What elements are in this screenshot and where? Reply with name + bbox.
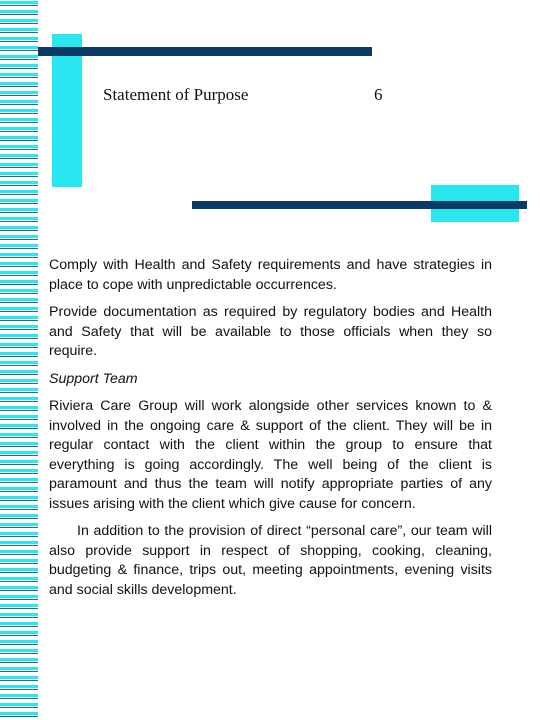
border-gap: [38, 0, 40, 720]
page-number: 6: [374, 85, 383, 104]
document-body: [49, 256, 492, 608]
left-striped-border: [0, 0, 40, 720]
paragraph-personal-care: In addition to the provision of direct “personal care”, our team will also provide support in respect of shopping, cooking, cleaning, budgeting & finance, trips out, meeting appointments, evening visits and social skills development.: [49, 523, 492, 598]
navy-bottom-rule: [192, 201, 527, 209]
paragraph-documentation: Provide documentation as required by regulatory bodies and Health and Safety that will be available to those officials when they so require.: [49, 304, 492, 359]
section-heading: Support Team: [49, 370, 138, 387]
cyan-vertical-block: [52, 34, 82, 187]
navy-top-rule: [38, 47, 372, 56]
paragraph-support-team: Riviera Care Group will work alongside other services known to & involved in the ongoing care & support of the client. They will be in regular contact with the client within the group to ensure that everything is going accordingly. The well being of the client is paramount and thus the team will notify appropriate parties of any issues arising with the client which give cause for concern.: [49, 398, 492, 512]
page-title: Statement of Purpose: [103, 85, 249, 104]
paragraph-health-safety: Comply with Health and Safety requirements and have strategies in place to cope with unpredictable occurrences.: [49, 257, 492, 293]
